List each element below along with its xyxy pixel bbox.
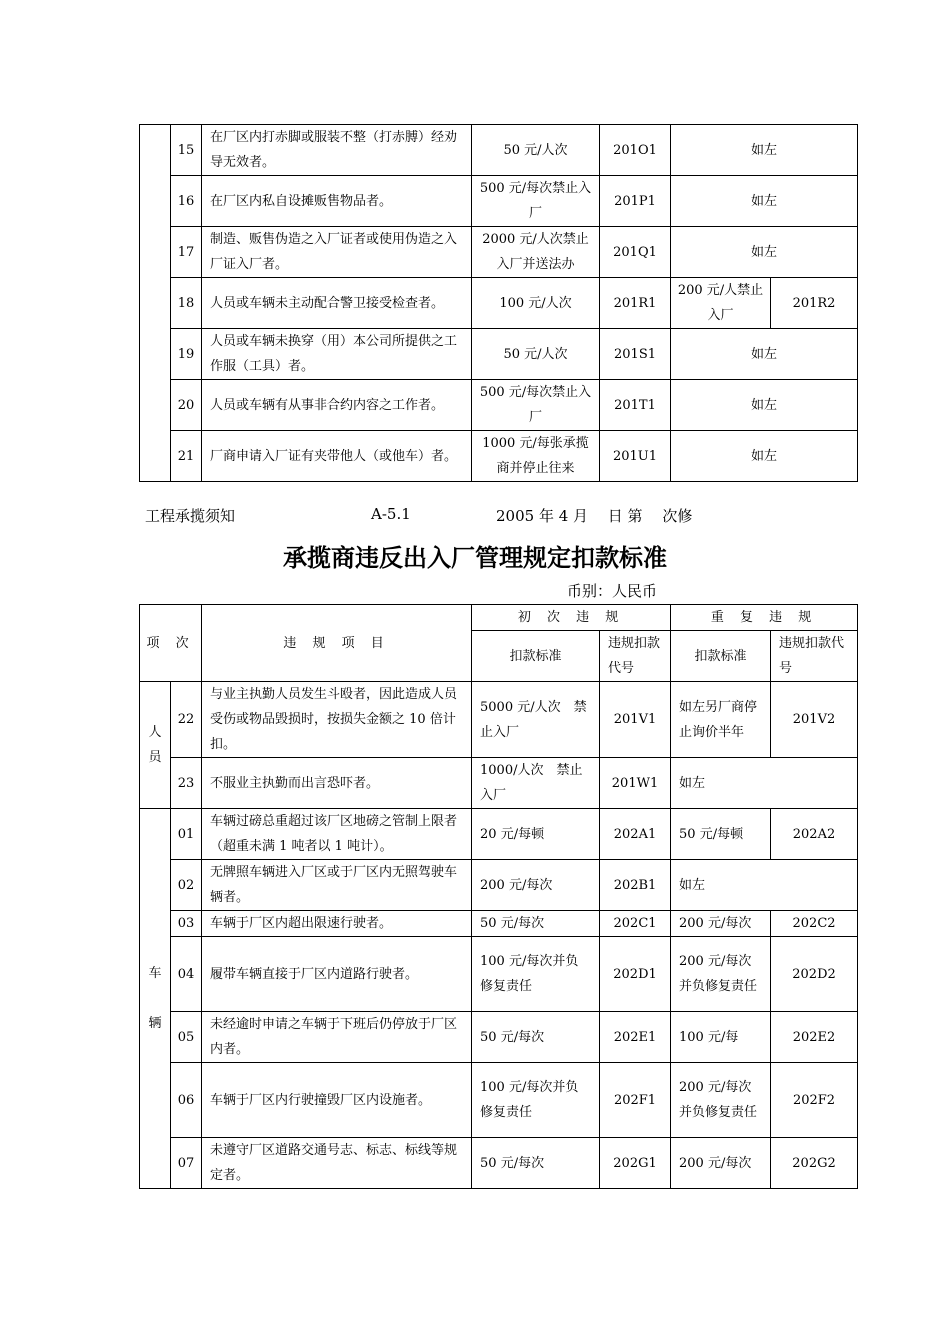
header-first-code: 违规扣款代号 — [600, 631, 671, 682]
item-no: 02 — [171, 860, 202, 911]
item-text: 车辆于厂区内超出限速行驶者。 — [202, 911, 472, 937]
item-text: 未经逾时申请之车辆于下班后仍停放于厂区内者。 — [202, 1012, 472, 1063]
item-text: 车辆过磅总重超过该厂区地磅之管制上限者（超重未满 1 吨者以 1 吨计）。 — [202, 809, 472, 860]
table-row — [140, 1012, 858, 1063]
table-row — [140, 860, 858, 911]
first-code: 202D1 — [600, 937, 671, 1012]
repeat-deduction: 如左另厂商停止询价半年 — [671, 682, 771, 758]
header-row — [140, 605, 858, 631]
doc-date-revision: 2005 年 4 月 日 第 次修 — [496, 507, 693, 525]
repeat-deduction: 如左 — [671, 758, 858, 809]
item-no: 03 — [171, 911, 202, 937]
first-code: 202G1 — [600, 1138, 671, 1189]
table-row — [140, 329, 858, 380]
first-code: 201Q1 — [600, 227, 671, 278]
first-code: 201P1 — [600, 176, 671, 227]
repeat-deduction: 100 元/每 — [671, 1012, 771, 1063]
group-label-vehicle: 车辆 — [148, 965, 162, 1031]
repeat-deduction: 如左 — [671, 227, 858, 278]
item-text: 履带车辆直接于厂区内道路行驶者。 — [202, 937, 472, 1012]
item-no: 22 — [171, 682, 202, 758]
item-no: 05 — [171, 1012, 202, 1063]
item-no: 18 — [171, 278, 202, 329]
item-no: 15 — [171, 125, 202, 176]
continuation-table — [139, 124, 858, 482]
repeat-code: 202E2 — [771, 1012, 858, 1063]
item-no: 06 — [171, 1063, 202, 1138]
header-repeat-violation: 重 复 违 规 — [671, 605, 858, 631]
table-row — [140, 758, 858, 809]
first-deduction: 50 元/每次 — [472, 911, 600, 937]
first-deduction: 1000 元/每张承揽商并停止往来 — [472, 431, 600, 482]
repeat-deduction: 200 元/每次并负修复责任 — [671, 1063, 771, 1138]
first-deduction: 500 元/每次禁止入厂 — [472, 380, 600, 431]
item-no: 16 — [171, 176, 202, 227]
first-code: 202F1 — [600, 1063, 671, 1138]
item-no: 19 — [171, 329, 202, 380]
item-no: 01 — [171, 809, 202, 860]
item-text: 不服业主执勤而出言恐吓者。 — [202, 758, 472, 809]
repeat-deduction: 200 元/每次并负修复责任 — [671, 937, 771, 1012]
repeat-deduction: 200 元/每次 — [671, 1138, 771, 1189]
header-item-no: 项 次 — [140, 605, 202, 682]
first-deduction: 100 元/每次并负修复责任 — [472, 1063, 600, 1138]
table-row — [140, 682, 858, 758]
item-no: 04 — [171, 937, 202, 1012]
repeat-code: 202C2 — [771, 911, 858, 937]
item-text: 人员或车辆有从事非合约内容之工作者。 — [202, 380, 472, 431]
item-text: 人员或车辆未换穿（用）本公司所提供之工作服（工具）者。 — [202, 329, 472, 380]
repeat-code: 201R2 — [771, 278, 858, 329]
first-code: 201T1 — [600, 380, 671, 431]
table-row — [140, 937, 858, 1012]
first-code: 201R1 — [600, 278, 671, 329]
table-row — [140, 278, 858, 329]
first-code: 202E1 — [600, 1012, 671, 1063]
table-row — [140, 809, 858, 860]
repeat-code: 201V2 — [771, 682, 858, 758]
table-row — [140, 227, 858, 278]
repeat-deduction: 如左 — [671, 860, 858, 911]
group-cell-vehicle-cont — [140, 125, 171, 482]
repeat-deduction: 如左 — [671, 380, 858, 431]
item-text: 车辆于厂区内行驶撞毁厂区内设施者。 — [202, 1063, 472, 1138]
first-deduction: 500 元/每次禁止入厂 — [472, 176, 600, 227]
table-row — [140, 176, 858, 227]
first-code: 202B1 — [600, 860, 671, 911]
first-deduction: 100 元/每次并负修复责任 — [472, 937, 600, 1012]
repeat-deduction: 50 元/每顿 — [671, 809, 771, 860]
first-deduction: 100 元/人次 — [472, 278, 600, 329]
currency-label: 币别：人民币 — [567, 582, 658, 600]
first-deduction: 50 元/人次 — [472, 125, 600, 176]
first-deduction: 50 元/每次 — [472, 1012, 600, 1063]
item-text: 在厂区内打赤脚或服装不整（打赤膊）经劝导无效者。 — [202, 125, 472, 176]
first-deduction: 20 元/每顿 — [472, 809, 600, 860]
repeat-deduction: 如左 — [671, 431, 858, 482]
table-row — [140, 431, 858, 482]
item-text: 在厂区内私自设摊贩售物品者。 — [202, 176, 472, 227]
first-deduction: 50 元/每次 — [472, 1138, 600, 1189]
first-code: 201U1 — [600, 431, 671, 482]
repeat-code: 202F2 — [771, 1063, 858, 1138]
group-cell-vehicle — [140, 809, 171, 1189]
first-code: 202C1 — [600, 911, 671, 937]
table-row — [140, 380, 858, 431]
first-deduction: 200 元/每次 — [472, 860, 600, 911]
repeat-deduction: 如左 — [671, 176, 858, 227]
item-no: 20 — [171, 380, 202, 431]
header-first-deduction: 扣款标准 — [472, 631, 600, 682]
item-no: 07 — [171, 1138, 202, 1189]
first-code: 201W1 — [600, 758, 671, 809]
repeat-code: 202G2 — [771, 1138, 858, 1189]
first-code: 201S1 — [600, 329, 671, 380]
header-repeat-code: 违规扣款代号 — [771, 631, 858, 682]
page-title: 承揽商违反出入厂管理规定扣款标准 — [283, 544, 667, 572]
table-row — [140, 125, 858, 176]
repeat-deduction: 如左 — [671, 125, 858, 176]
repeat-deduction: 200 元/人禁止入厂 — [671, 278, 771, 329]
item-no: 21 — [171, 431, 202, 482]
item-no: 23 — [171, 758, 202, 809]
first-deduction: 5000 元/人次 禁止入厂 — [472, 682, 600, 758]
doc-name: 工程承揽须知 — [145, 507, 236, 525]
item-text: 厂商申请入厂证有夹带他人（或他车）者。 — [202, 431, 472, 482]
first-deduction: 1000/人次 禁止入厂 — [472, 758, 600, 809]
item-text: 制造、贩售伪造之入厂证者或使用伪造之入厂证入厂者。 — [202, 227, 472, 278]
item-text: 无牌照车辆进入厂区或于厂区内无照驾驶车辆者。 — [202, 860, 472, 911]
item-text: 未遵守厂区道路交通号志、标志、标线等规定者。 — [202, 1138, 472, 1189]
repeat-code: 202D2 — [771, 937, 858, 1012]
deduction-standard-table — [139, 604, 858, 1189]
first-deduction: 2000 元/人次禁止入厂并送法办 — [472, 227, 600, 278]
item-text: 人员或车辆未主动配合警卫接受检查者。 — [202, 278, 472, 329]
group-cell-personnel — [140, 682, 171, 809]
repeat-code: 202A2 — [771, 809, 858, 860]
first-code: 202A1 — [600, 809, 671, 860]
header-item: 违 规 项 目 — [202, 605, 472, 682]
group-label-personnel: 人员 — [148, 725, 162, 765]
first-code: 201V1 — [600, 682, 671, 758]
table-row — [140, 1063, 858, 1138]
repeat-deduction: 如左 — [671, 329, 858, 380]
repeat-deduction: 200 元/每次 — [671, 911, 771, 937]
doc-code: A-5.1 — [371, 505, 411, 523]
header-repeat-deduction: 扣款标准 — [671, 631, 771, 682]
item-text: 与业主执勤人员发生斗殴者，因此造成人员受伤或物品毁损时，按损失金额之 10 倍计扣。 — [202, 682, 472, 758]
first-code: 201O1 — [600, 125, 671, 176]
table-row — [140, 911, 858, 937]
item-no: 17 — [171, 227, 202, 278]
first-deduction: 50 元/人次 — [472, 329, 600, 380]
table-row — [140, 1138, 858, 1189]
header-first-violation: 初 次 违 规 — [472, 605, 671, 631]
